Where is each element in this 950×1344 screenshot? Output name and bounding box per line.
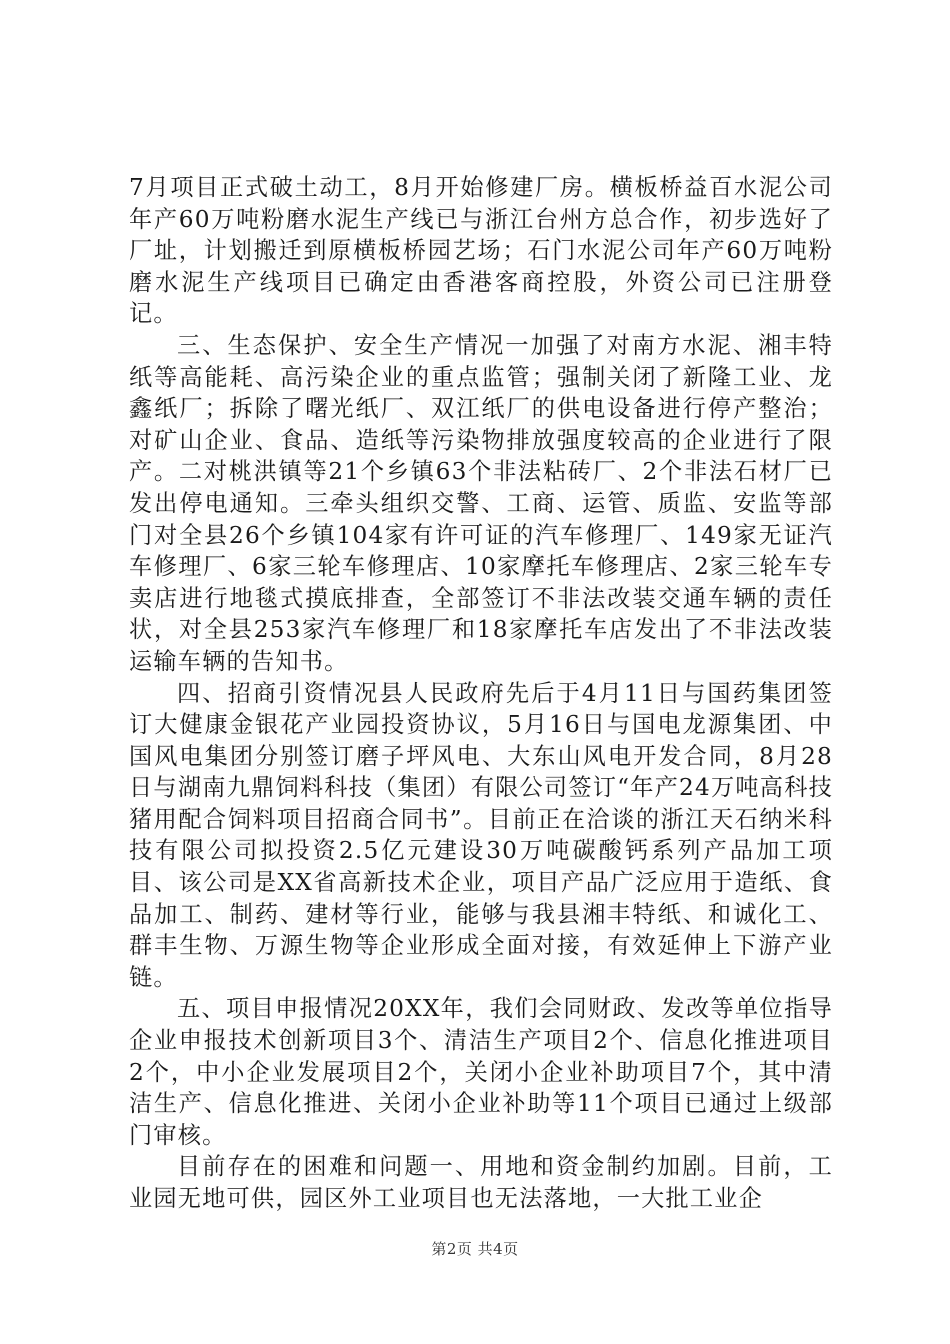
paragraph-ecology-safety: 三、生态保护、安全生产情况一加强了对南方水泥、湘丰特纸等高能耗、高污染企业的重点监管；强制关闭了新隆工业、龙鑫纸厂；拆除了曙光纸厂、双江纸厂的供电设备进行停产整治；对矿山企业、食品、造纸等污染物排放强度较高的企业进行了限产。二对桃洪镇等21个乡镇63个非法粘砖厂、2个非法石材厂已发出停电通知。三牵头组织交警、工商、运管、质监、安监等部门对全县26个乡镇104家有许可证的汽车修理厂、149家无证汽车修理厂、6家三轮车修理店、10家摩托车修理店、2家三轮车专卖店进行地毯式摸底排查，全部签订不非法改装交通车辆的责任状，对全县253家汽车修理厂和18家摩托车店发出了不非法改装运输车辆的告知书。 <box>129 331 833 675</box>
paragraph-continued: 7月项目正式破土动工，8月开始修建厂房。横板桥益百水泥公司年产60万吨粉磨水泥生产线已与浙江台州方总合作，初步选好了厂址，计划搬迁到原横板桥园艺场；石门水泥公司年产60万吨粉磨水泥生产线项目已确定由香港客商控股，外资公司已注册登记。 <box>129 174 833 328</box>
paragraph-project-application: 五、项目申报情况20XX年，我们会同财政、发改等单位指导企业申报技术创新项目3个、清洁生产项目2个、信息化推进项目2个，中小企业发展项目2个，关闭小企业补助项目7个，其中清洁生产、信息化推进、关闭小企业补助等11个项目已通过上级部门审核。 <box>129 995 833 1149</box>
document-body <box>129 172 833 1215</box>
paragraph-investment: 四、招商引资情况县人民政府先后于4月11日与国药集团签订大健康金银花产业园投资协议，5月16日与国电龙源集团、中国风电集团分别签订磨子坪风电、大东山风电开发合同，8月28日与湖南九鼎饲料科技（集团）有限公司签订“年产24万吨高科技猪用配合饲料项目招商合同书”。目前正在洽谈的浙江天石纳米科技有限公司拟投资2.5亿元建设30万吨碳酸钙系列产品加工项目、该公司是XX省高新技术企业，项目产品广泛应用于造纸、食品加工、制药、建材等行业，能够与我县湘丰特纸、和诚化工、群丰生物、万源生物等企业形成全面对接，有效延伸上下游产业链。 <box>129 679 833 991</box>
page-footer: 第2页 共4页 <box>431 1240 519 1258</box>
paragraph-difficulties: 目前存在的困难和问题一、用地和资金制约加剧。目前，工业园无地可供，园区外工业项目也无法落地，一大批工业企 <box>129 1153 833 1212</box>
